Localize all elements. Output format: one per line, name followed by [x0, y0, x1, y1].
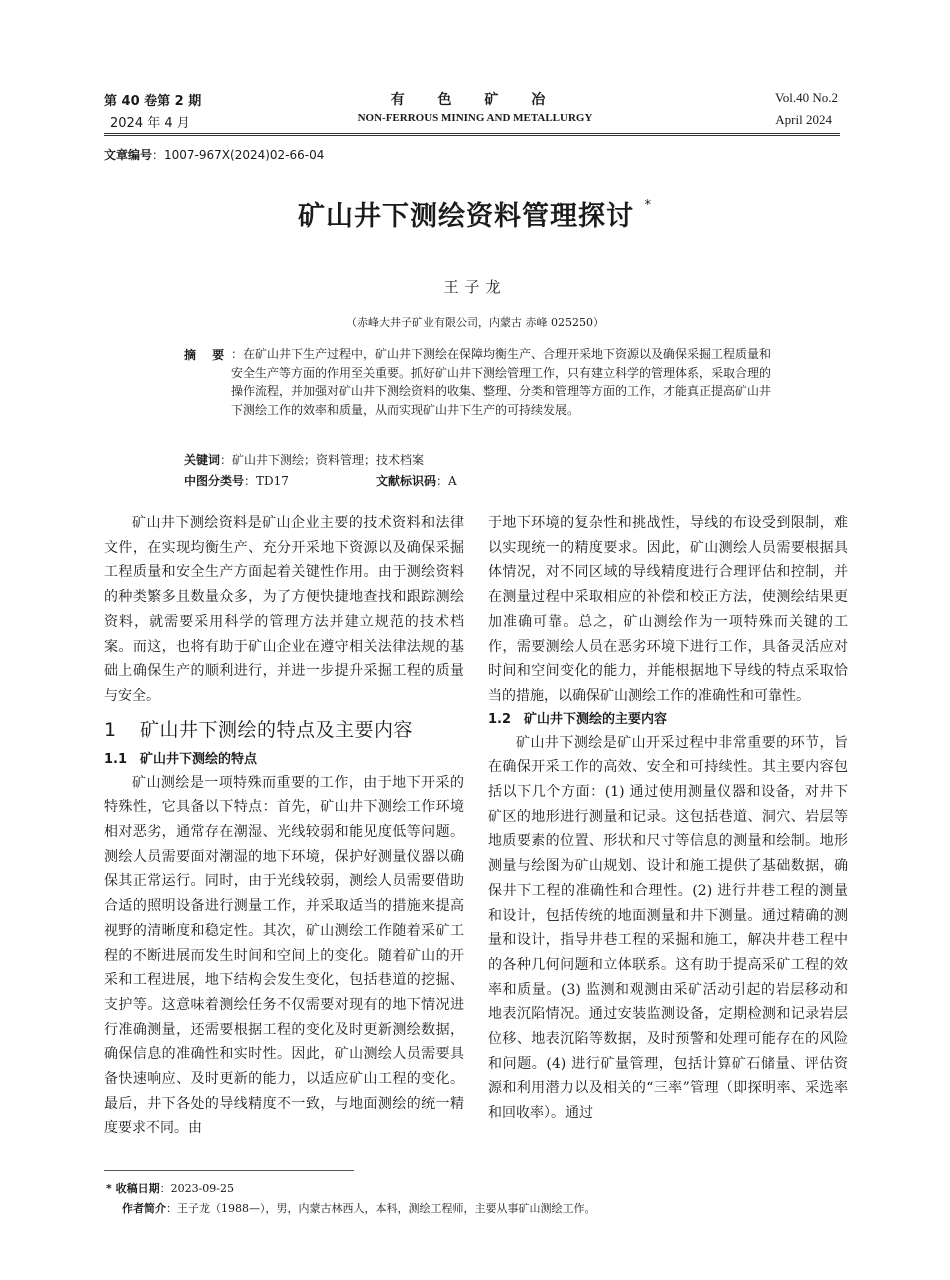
- header-journal-en: NON-FERROUS MINING AND METALLURGY: [357, 112, 593, 124]
- section-1-2-number: 1.2: [488, 711, 512, 727]
- article-number-label: 文章编号: [104, 148, 153, 162]
- header-volume-cn: 第 40 卷第 2 期: [104, 94, 202, 109]
- keywords-text: ：矿山井下测绘；资料管理；技术档案: [220, 453, 425, 467]
- intro-paragraph: 矿山井下测绘资料是矿山企业主要的技术资料和法律文件，在实现均衡生产、充分开采地下资源以及确保采掘工程质量和安全生产方面起着关键性作用。由于测绘资料的种类繁多且数量众多，为了方便快捷地查找和跟踪测绘资料，就需要采用科学的管理方法并建立规范的技术档案。而这，也将有助于矿山企业在遵守相关法律法规的基础上确保生产的顺利进行，并进一步提升采掘工程的质量与安全。: [104, 515, 464, 704]
- section-1-1-number: 1.1: [104, 751, 128, 767]
- paper-title-text: 矿山井下测绘资料管理探讨: [298, 201, 635, 232]
- section-1-2-heading: [488, 709, 848, 731]
- section-1-2-title: 矿山井下测绘的主要内容: [524, 711, 668, 727]
- left-column: [104, 511, 464, 1141]
- article-number: [104, 146, 324, 163]
- title-footnote-mark: *: [644, 198, 652, 213]
- classification: [184, 472, 289, 489]
- footnote-author-bio: [122, 1200, 596, 1216]
- author-bio-label: 作者简介: [122, 1202, 166, 1215]
- section-1-1-title: 矿山井下测绘的特点: [140, 751, 258, 767]
- document-code: [376, 472, 457, 489]
- header-date-cn: 2024 年 4 月: [110, 116, 190, 131]
- author: 王子龙: [443, 278, 507, 296]
- header-rule-top: [104, 133, 840, 134]
- section-1-number: 1: [104, 718, 117, 741]
- header-date-en: April 2024: [775, 112, 832, 127]
- footnote-received: [106, 1180, 234, 1196]
- received-label: * 收稿日期: [106, 1182, 160, 1195]
- abstract-label: 摘 要: [184, 348, 231, 362]
- section-1-title: 矿山井下测绘的特点及主要内容: [140, 718, 414, 741]
- footnote-rule: [104, 1170, 354, 1171]
- article-number-value: ：1007-967X(2024)02-66-04: [152, 148, 325, 162]
- author-bio-text: ：王子龙（1988—），男，内蒙古林西人，本科，测绘工程师，主要从事矿山测绘工作。: [166, 1202, 596, 1215]
- paper-title: [0, 194, 950, 233]
- keywords-label: 关键词: [184, 453, 221, 467]
- section-1-2-paragraph: 矿山井下测绘是矿山开采过程中非常重要的环节，旨在确保开采工作的高效、安全和可持续性。其主要内容包括以下几个方面：(1) 通过使用测量仪器和设备，对井下矿区的地形进行测量和记录。这包括巷道、洞穴、岩层等地质要素的位置、形状和尺寸等信息的测量和绘制。地形测量与绘图为矿山规划、设计和施工提供了基础数据，确保井下工程的准确性和合理性。(2) 进行井巷工程的测量和设计，包括传统的地面测量和井下测量。通过精确的测量和设计，指导井巷工程的采掘和施工，解决井巷工程中的各种几何问题和立体联系。这有助于提高采矿工程的效率和质量。(3) 监测和观测由采矿活动引起的岩层移动和地表沉陷情况。通过安装监测设备，定期检测和记录岩层位移、地表沉陷等数据，及时预警和处理可能存在的风险和问题。(4) 进行矿量管理，包括计算矿石储量、评估资源和利用潜力以及相关的“三率”管理（即探明率、采选率和回收率）。通过: [488, 734, 848, 1122]
- continued-paragraph: 于地下环境的复杂性和挑战性，导线的布设受到限制，难以实现统一的精度要求。因此，矿山测绘人员需要根据具体情况，对不同区域的导线精度进行合理评估和控制，并在测量过程中采取相应的补偿和校正方法，使测绘结果更加准确可靠。总之，矿山测绘作为一项特殊而关键的工作，需要测绘人员在恶劣环境下进行工作，具备灵活应对时间和空间变化的能力，并能根据地下导线的特点采取恰当的措施，以确保矿山测绘工作的准确性和可靠性。: [488, 515, 848, 704]
- affiliation: （赤峰大井子矿业有限公司，内蒙古 赤峰 025250）: [346, 316, 604, 329]
- abstract-text: ：在矿山井下生产过程中，矿山井下测绘在保障均衡生产、合理开采地下资源以及确保采掘工程质量和安全生产等方面的作用至关重要。抓好矿山井下测绘管理工作，只有建立科学的管理体系，采取合理的操作流程，并加强对矿山井下测绘资料的收集、整理、分类和管理等方面的工作，才能真正提高矿山井下测绘工作的效率和质量，从而实现矿山井下生产的可持续发展。: [231, 347, 772, 417]
- right-column: [488, 511, 848, 1126]
- section-1-heading: [104, 715, 464, 745]
- received-date: ：2023-09-25: [159, 1182, 235, 1195]
- keywords: [184, 451, 424, 468]
- classification-text: ：TD17: [244, 474, 289, 488]
- section-1-1-paragraph: 矿山测绘是一项特殊而重要的工作，由于地下开采的特殊性，它具备以下特点：首先，矿山井下测绘工作环境相对恶劣，通常存在潮湿、光线较弱和能见度低等问题。测绘人员需要面对潮湿的地下环境，保护好测量仪器以确保其正常运行。同时，由于光线较弱，测绘人员需要借助合适的照明设备进行测量工作，并采取适当的措施来提高视野的清晰度和稳定性。其次，矿山测绘工作随着采矿工程的不断进展而发生时间和空间上的变化。随着矿山的开采和工程进展，地下结构会发生变化，包括巷道的挖掘、支护等。这意味着测绘任务不仅需要对现有的地下情况进行准确测量，还需要根据工程的变化及时更新测绘数据，确保信息的准确性和实时性。因此，矿山测绘人员需要具备快速响应、及时更新的能力，以适应矿山工程的变化。最后，井下各处的导线精度不一致，与地面测绘的统一精度要求不同。由: [104, 774, 464, 1137]
- header-volume-en: Vol.40 No.2: [775, 90, 838, 105]
- header-journal-cn: 有 色 矿 冶: [390, 92, 560, 108]
- header-rule-bottom: [104, 135, 840, 136]
- classification-label: 中图分类号: [184, 474, 245, 488]
- document-code-label: 文献标识码: [376, 474, 437, 488]
- document-code-text: ：A: [436, 474, 457, 488]
- section-1-1-heading: [104, 749, 464, 771]
